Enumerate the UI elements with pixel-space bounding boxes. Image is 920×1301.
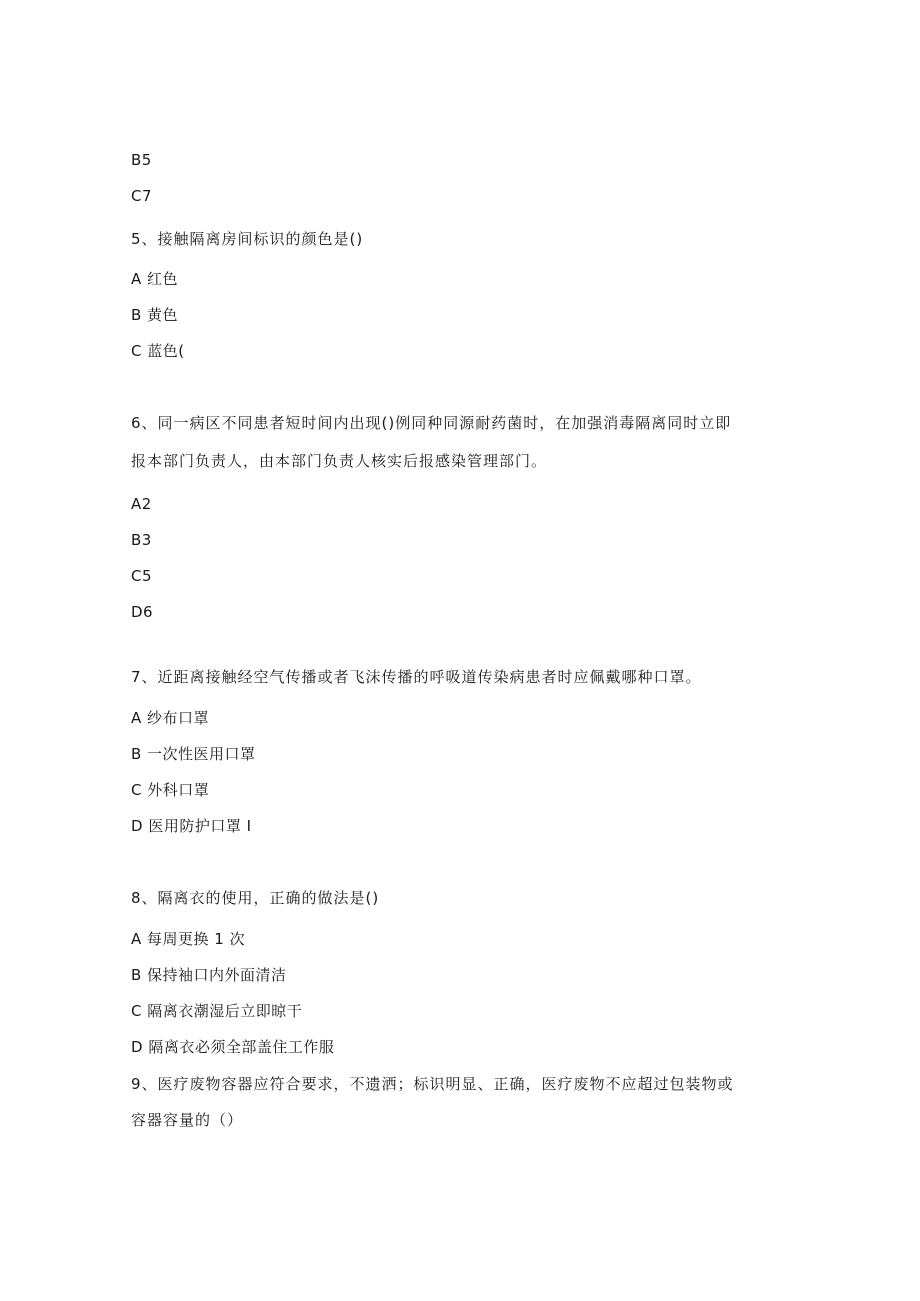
question-5: 5、接触隔离房间标识的颜色是() bbox=[131, 230, 364, 248]
option-c7: C7 bbox=[131, 187, 153, 205]
q5-option-b: B 黄色 bbox=[131, 306, 179, 324]
question-9-line-1: 9、医疗废物容器应符合要求，不遗洒；标识明显、正确，医疗废物不应超过包装物或 bbox=[131, 1075, 734, 1093]
question-9-line-2: 容器容量的（） bbox=[131, 1111, 244, 1129]
question-8: 8、隔离衣的使用，正确的做法是() bbox=[131, 889, 380, 907]
q8-option-c: C 隔离衣潮湿后立即晾干 bbox=[131, 1002, 303, 1020]
q6-option-d: D6 bbox=[131, 603, 154, 621]
q8-option-b: B 保持袖口内外面清洁 bbox=[131, 966, 287, 984]
q8-option-a: A 每周更换 1 次 bbox=[131, 930, 246, 948]
q6-option-c: C5 bbox=[131, 567, 153, 585]
q8-option-d: D 隔离衣必须全部盖住工作服 bbox=[131, 1038, 335, 1056]
q7-option-b: B 一次性医用口罩 bbox=[131, 745, 256, 763]
q5-option-a: A 红色 bbox=[131, 270, 179, 288]
q6-option-b: B3 bbox=[131, 531, 152, 549]
question-7: 7、近距离接触经空气传播或者飞沫传播的呼吸道传染病患者时应佩戴哪种口罩。 bbox=[131, 668, 702, 686]
q5-option-c: C 蓝色( bbox=[131, 342, 185, 360]
option-b5: B5 bbox=[131, 151, 152, 169]
q7-option-a: A 纱布口罩 bbox=[131, 709, 210, 727]
question-6-line-1: 6、同一病区不同患者短时间内出现()例同种同源耐药菌时，在加强消毒隔离同时立即 bbox=[131, 414, 732, 432]
question-6-line-2: 报本部门负责人，由本部门负责人核实后报感染管理部门。 bbox=[131, 452, 548, 470]
q7-option-d: D 医用防护口罩 I bbox=[131, 817, 252, 835]
q6-option-a: A2 bbox=[131, 495, 152, 513]
q7-option-c: C 外科口罩 bbox=[131, 781, 210, 799]
